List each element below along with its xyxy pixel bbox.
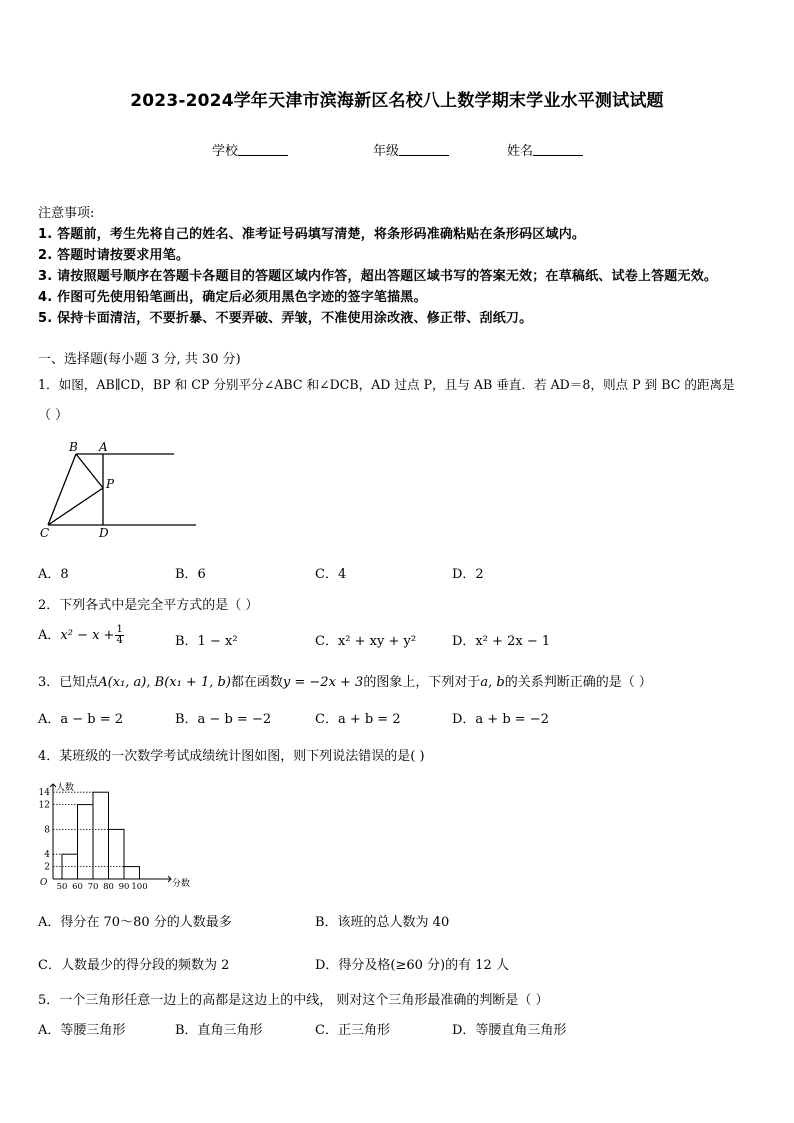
q1-option-b: B．6	[175, 567, 206, 582]
grade-label: 年级	[373, 144, 400, 159]
q3-function: y = −2x + 3	[282, 675, 364, 690]
note-item: 2. 答题时请按要求用笔。	[38, 248, 190, 263]
y-axis-label: 人数	[56, 783, 75, 793]
name-field	[507, 140, 583, 159]
x-tick-label: 70	[87, 882, 99, 892]
histogram-bar	[124, 867, 140, 879]
x-tick-label: 50	[56, 882, 68, 892]
school-blank	[238, 143, 288, 156]
q4-option-a: A．得分在 70～80 分的人数最多	[38, 915, 232, 930]
q4-option-d: D．得分及格(≥60 分)的有 12 人	[315, 958, 509, 973]
label-C: C	[40, 526, 50, 540]
school-label: 学校	[212, 144, 239, 159]
line-BP	[76, 454, 103, 488]
label-D: D	[99, 526, 109, 540]
q5-option-b: B．直角三角形	[175, 1023, 263, 1038]
q4-option-b: B．该班的总人数为 40	[315, 915, 450, 930]
label-A: A	[99, 440, 108, 454]
q3-text	[38, 671, 652, 690]
histogram-bar	[93, 792, 109, 879]
q5-text: 5．一个三角形任意一边上的高都是这边上的中线， 则对这个三角形最准确的判断是（ ）	[38, 993, 549, 1008]
note-item: 1. 答题前，考生先将自己的姓名、准考证号码填写清楚，将条形码准确粘贴在条形码区域内。	[38, 227, 586, 242]
q3-text-end: 的关系判断正确的是（ ）	[504, 675, 652, 690]
q1-text: 1．如图，AB∥CD，BP 和 CP 分别平分∠ABC 和∠DCB，AD 过点 P，且与 AB 垂直．若 AD＝8，则点 P 到 BC 的距离是	[38, 377, 735, 392]
y-tick-label: 4	[44, 850, 50, 861]
page-title: 2023-2024学年天津市滨海新区名校八上数学期末学业水平测试试题	[130, 91, 664, 111]
q5-option-c: C．正三角形	[315, 1023, 390, 1038]
q3-option-a: A．a − b = 2	[38, 712, 124, 727]
q4-text: 4．某班级的一次数学考试成绩统计图如图，则下列说法错误的是( )	[38, 749, 425, 764]
q2-option-a-prefix: A．	[38, 628, 61, 643]
note-item: 5. 保持卡面清洁，不要折暴、不要弄破、弄皱，不准使用涂改液、修正带、刮纸刀。	[38, 311, 533, 326]
y-tick-label: 8	[44, 825, 50, 836]
y-tick-label: 14	[38, 788, 50, 799]
section-heading: 一、选择题(每小题 3 分, 共 30 分)	[38, 352, 241, 367]
q3-points: A(x₁, a), B(x₁ + 1, b)	[98, 675, 231, 690]
q1-option-d: D．2	[452, 567, 484, 582]
note-item: 4. 作图可先使用铅笔画出，确定后必须用黑色字迹的签字笔描黑。	[38, 290, 427, 305]
q4-histogram	[30, 778, 190, 893]
q2-option-c: C．x² + xy + y²	[315, 634, 417, 649]
x-tick-label: 80	[103, 882, 114, 892]
x-tick-label: 60	[72, 882, 83, 892]
y-tick-label: 12	[38, 800, 50, 811]
fraction-numerator: 1	[116, 624, 123, 635]
x-tick-label: 90	[118, 882, 130, 892]
line-CP	[48, 488, 103, 525]
q1-option-a: A．8	[38, 567, 69, 582]
q3-text-post: 的图象上，下列对于	[363, 675, 481, 690]
q1-option-c: C．4	[315, 567, 347, 582]
y-tick-label: 2	[44, 862, 50, 873]
q1-paren: （ ）	[38, 408, 69, 423]
q2-option-d: D．x² + 2x − 1	[452, 634, 551, 649]
name-label: 姓名	[507, 144, 534, 159]
q3-option-b: B．a − b = −2	[175, 712, 272, 727]
note-item: 3. 请按照题号顺序在答题卡各题目的答题区域内作答，超出答题区域书写的答案无效；在草稿纸、试卷上答题无效。	[38, 269, 718, 284]
q3-text-pre: 3．已知点	[38, 675, 99, 690]
q2-text: 2．下列各式中是完全平方式的是（ ）	[38, 598, 259, 613]
x-tick-label: 100	[131, 882, 148, 892]
q3-option-d: D．a + b = −2	[452, 712, 549, 727]
notes-heading: 注意事项:	[38, 206, 95, 221]
name-blank	[533, 143, 583, 156]
q3-vars: a, b	[480, 675, 505, 690]
grade-field	[373, 140, 449, 159]
q2-option-a-fraction	[115, 625, 123, 646]
q2-option-a-expr: x² − x +	[60, 628, 115, 643]
x-axis-label: 分数	[172, 879, 190, 889]
q5-option-d: D．等腰直角三角形	[452, 1023, 567, 1038]
grade-blank	[399, 143, 449, 156]
q3-option-c: C．a + b = 2	[315, 712, 401, 727]
fraction-denominator: 4	[116, 635, 123, 646]
q4-option-c: C．人数最少的得分段的频数为 2	[38, 958, 230, 973]
q2-option-a	[38, 624, 125, 646]
q3-text-mid: 都在函数	[230, 675, 283, 690]
q2-option-b: B．1 − x²	[175, 634, 238, 649]
q1-figure	[36, 438, 206, 542]
line-BC	[48, 454, 76, 525]
q5-option-a: A．等腰三角形	[38, 1023, 126, 1038]
school-field	[212, 140, 288, 159]
origin-label: O	[40, 878, 48, 888]
label-P: P	[106, 477, 115, 491]
histogram-bar	[78, 805, 94, 879]
histogram-bar	[109, 829, 125, 879]
label-B: B	[69, 440, 78, 454]
